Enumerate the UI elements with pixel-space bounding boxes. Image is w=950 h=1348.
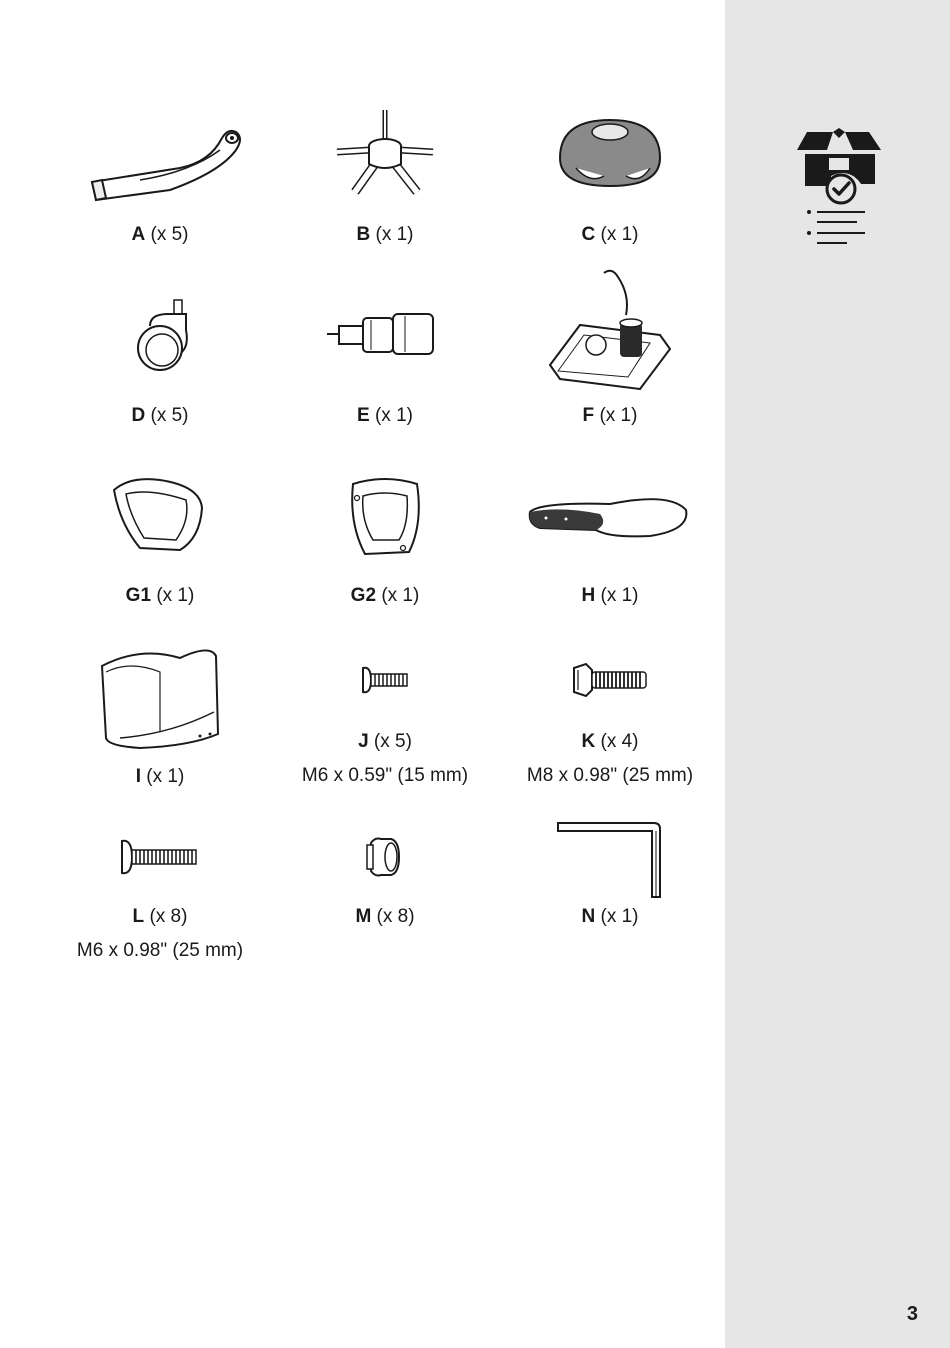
part-label: H (x 1) (581, 585, 639, 606)
part-label: K (x 4) (581, 731, 639, 752)
part-e (275, 280, 495, 440)
long-screw-icon (50, 837, 270, 877)
headrest-icon (50, 642, 270, 752)
part-label: C (x 1) (581, 224, 639, 245)
part-c (500, 100, 720, 260)
part-label: G2 (x 1) (350, 585, 420, 606)
gas-lift-icon (275, 304, 495, 374)
part-label: G1 (x 1) (125, 585, 195, 606)
armrest-cap-left-icon (50, 474, 270, 554)
part-n (500, 815, 720, 975)
armrest-cap-right-icon (275, 474, 495, 558)
package-checklist-icon (795, 126, 885, 248)
hex-bolt-icon (500, 660, 720, 700)
washer-icon (275, 829, 495, 889)
tilt-mechanism-icon (500, 265, 720, 395)
part-label: L (x 8) (132, 906, 188, 927)
part-label: M (x 8) (355, 906, 415, 927)
part-label: J (x 5) (358, 731, 412, 752)
part-label: A (x 5) (131, 224, 189, 245)
part-d (50, 280, 270, 440)
part-spec: M6 x 0.59" (15 mm) (301, 765, 469, 786)
page-number: 3 (906, 1303, 918, 1325)
caster-icon (50, 296, 270, 386)
part-i (50, 640, 270, 800)
part-b (275, 100, 495, 260)
star-base-icon (275, 102, 495, 202)
allen-key-icon (500, 819, 720, 901)
part-j (275, 640, 495, 800)
part-label: N (x 1) (581, 906, 639, 927)
part-label: F (x 1) (582, 405, 638, 426)
short-screw-icon (275, 662, 495, 698)
part-a (50, 100, 270, 260)
part-label: E (x 1) (357, 405, 413, 426)
part-l (50, 815, 270, 975)
part-label: D (x 5) (131, 405, 189, 426)
part-m (275, 815, 495, 975)
part-label: I (x 1) (135, 766, 185, 787)
part-k (500, 640, 720, 800)
part-g2 (275, 460, 495, 620)
sidebar (725, 0, 950, 1348)
leg-icon (50, 110, 270, 210)
part-h (500, 460, 720, 620)
part-label: B (x 1) (356, 224, 414, 245)
part-spec: M6 x 0.98" (25 mm) (76, 940, 244, 961)
base-cover-icon (500, 106, 720, 206)
part-g1 (50, 460, 270, 620)
seat-cushion-icon (500, 484, 720, 544)
part-spec: M8 x 0.98" (25 mm) (526, 765, 694, 786)
part-f (500, 265, 720, 440)
